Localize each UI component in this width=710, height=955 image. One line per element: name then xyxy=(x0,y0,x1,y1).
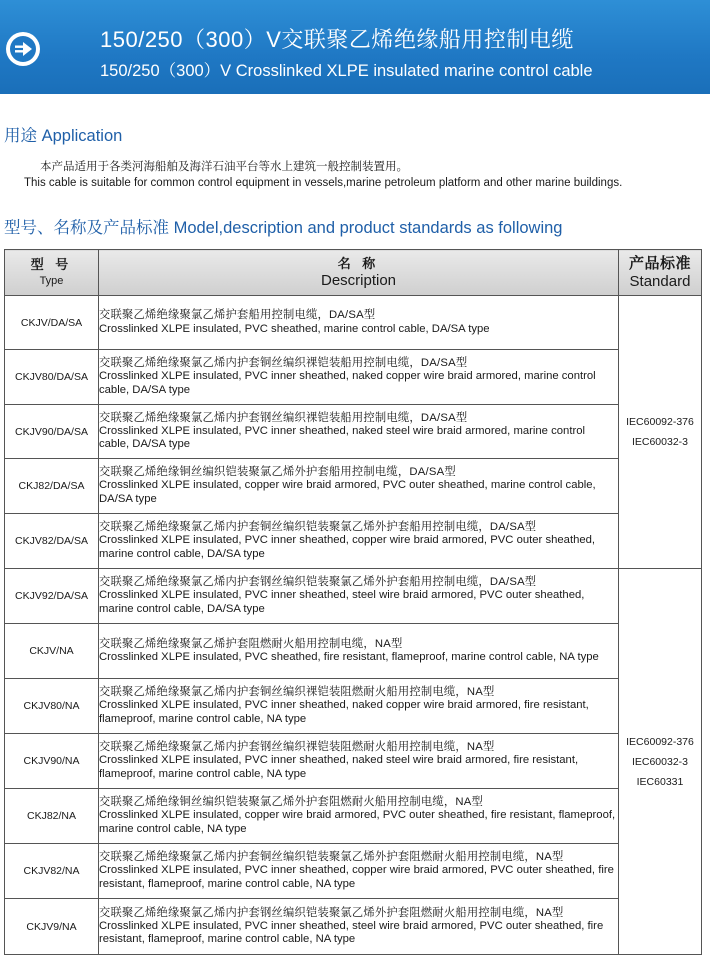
description-en: Crosslinked XLPE insulated, PVC inner sheathed, steel wire braid armored, PVC outer sheathed, fire resistant, flameproof, marine control cable, NA type xyxy=(99,919,604,946)
description-cell xyxy=(99,569,619,624)
standard-header-en: Standard xyxy=(629,272,691,290)
table-row xyxy=(5,569,702,624)
type-cell: CKJ82/NA xyxy=(5,789,99,844)
page-title-en: 150/250（300）V Crosslinked XLPE insulated marine control cable xyxy=(100,62,593,80)
table-row xyxy=(5,350,702,405)
table-row xyxy=(5,459,702,514)
description-cell xyxy=(99,350,619,405)
description-cell xyxy=(99,514,619,569)
description-cell xyxy=(99,679,619,734)
standard-header-cn: 产品标准 xyxy=(628,254,691,272)
description-header-cn: 名 称 xyxy=(337,255,380,271)
description-cn: 交联聚乙烯绝缘聚氯乙烯内护套钢丝编织铠装聚氯乙烯外护套阻燃耐火船用控制电缆，NA型 xyxy=(99,906,564,919)
description-en: Crosslinked XLPE insulated, PVC inner sheathed, naked steel wire braid armored, marine control cable, DA/SA type xyxy=(99,424,586,451)
description-cell xyxy=(99,734,619,789)
description-en: Crosslinked XLPE insulated, PVC inner sheathed, naked copper wire braid armored, fire resistant, flameproof, marine control cable, NA type xyxy=(99,699,589,725)
description-en: Crosslinked XLPE insulated, PVC inner sheathed, steel wire braid armored, PVC outer sheathed, marine control cable, DA/SA type xyxy=(99,589,585,615)
description-cell xyxy=(99,624,619,679)
description-cell xyxy=(99,405,619,459)
table-row xyxy=(5,405,702,459)
description-cn: 交联聚乙烯绝缘铜丝编织铠装聚氯乙烯外护套阻燃耐火船用控制电缆，NA型 xyxy=(99,796,483,809)
application-heading: 用途 Application xyxy=(4,127,123,145)
type-header-cn: 型 号 xyxy=(30,256,73,272)
header-banner xyxy=(0,0,710,94)
type-column-header xyxy=(5,250,99,296)
page-title-cn: 150/250（300）V交联聚乙烯绝缘船用控制电缆 xyxy=(100,27,574,52)
description-en: Crosslinked XLPE insulated, PVC inner sheathed, naked copper wire braid armored, marine control cable, DA/SA type xyxy=(99,370,596,396)
description-cn: 交联聚乙烯绝缘聚氯乙烯护套阻燃耐火船用控制电缆，NA型 xyxy=(99,637,403,650)
type-cell: CKJV9/NA xyxy=(5,899,99,955)
standard-cell xyxy=(619,296,702,569)
table-row xyxy=(5,734,702,789)
application-text-cn: 本产品适用于各类河海船舶及海洋石油平台等水上建筑一般控制装置用。 xyxy=(40,161,408,173)
description-header-en: Description xyxy=(320,271,397,289)
description-en: Crosslinked XLPE insulated, copper wire braid armored, PVC outer sheathed, fire resistant, flameproof, marine control cable, NA type xyxy=(99,809,616,835)
standard-code: IEC60331 xyxy=(636,775,684,788)
model-table xyxy=(4,249,702,955)
models-heading: 型号、名称及产品标准 Model,description and product standards as following xyxy=(4,219,563,237)
description-cell xyxy=(99,899,619,955)
description-cell xyxy=(99,789,619,844)
type-cell: CKJV82/DA/SA xyxy=(5,514,99,569)
table-row xyxy=(5,899,702,955)
table-header-row xyxy=(5,250,702,296)
table-row xyxy=(5,514,702,569)
description-en: Crosslinked XLPE insulated, PVC sheathed, marine control cable, DA/SA type xyxy=(99,322,490,335)
type-cell: CKJV80/NA xyxy=(5,679,99,734)
standard-code: IEC60092-376 xyxy=(626,735,694,748)
description-cn: 交联聚乙烯绝缘聚氯乙烯内护套钢丝编织铠装聚氯乙烯外护套船用控制电缆，DA/SA型 xyxy=(99,576,537,589)
standard-code: IEC60092-376 xyxy=(626,416,694,428)
description-cn: 交联聚乙烯绝缘聚氯乙烯内护套钢丝编织裸铠装船用控制电缆，DA/SA型 xyxy=(99,411,468,424)
description-cn: 交联聚乙烯绝缘聚氯乙烯内护套钢丝编织裸铠装阻燃耐火船用控制电缆，NA型 xyxy=(99,741,495,754)
description-cn: 交联聚乙烯绝缘聚氯乙烯内护套铜丝编织裸铠装船用控制电缆，DA/SA型 xyxy=(99,357,468,370)
standard-code: IEC60032-3 xyxy=(631,436,689,448)
type-cell: CKJ82/DA/SA xyxy=(5,459,99,514)
description-en: Crosslinked XLPE insulated, PVC inner sheathed, naked steel wire braid armored, fire resistant, flameproof, marine control cable, NA type xyxy=(99,754,579,780)
type-cell: CKJV90/DA/SA xyxy=(5,405,99,459)
description-column-header xyxy=(99,250,619,296)
type-cell: CKJV90/NA xyxy=(5,734,99,789)
description-cn: 交联聚乙烯绝缘聚氯乙烯内护套铜丝编织裸铠装阻燃耐火船用控制电缆，NA型 xyxy=(99,686,495,699)
description-cn: 交联聚乙烯绝缘聚氯乙烯内护套铜丝编织铠装聚氯乙烯外护套阻燃耐火船用控制电缆，NA型 xyxy=(99,851,564,864)
type-header-en: Type xyxy=(39,274,64,287)
type-cell: CKJV80/DA/SA xyxy=(5,350,99,405)
table-row xyxy=(5,296,702,350)
description-cn: 交联聚乙烯绝缘聚氯乙烯内护套铜丝编织铠装聚氯乙烯外护套船用控制电缆，DA/SA型 xyxy=(99,521,537,534)
type-cell: CKJV/DA/SA xyxy=(5,296,99,350)
description-en: Crosslinked XLPE insulated, PVC inner sheathed, copper wire braid armored, PVC outer sheathed, marine control cable, DA/SA type xyxy=(99,534,596,560)
description-en: Crosslinked XLPE insulated, PVC sheathed, fire resistant, flameproof, marine control cable, NA type xyxy=(99,651,599,663)
description-en: Crosslinked XLPE insulated, PVC inner sheathed, copper wire braid armored, PVC outer sheathed, fire resistant, flameproof, marine control cable, NA type xyxy=(99,864,614,890)
table-row xyxy=(5,679,702,734)
description-en: Crosslinked XLPE insulated, copper wire braid armored, PVC outer sheathed, marine control cable, DA/SA type xyxy=(99,479,596,505)
type-cell: CKJV82/NA xyxy=(5,844,99,899)
table-row xyxy=(5,789,702,844)
standard-column-header xyxy=(619,250,702,296)
type-cell: CKJV/NA xyxy=(5,624,99,679)
table-row xyxy=(5,844,702,899)
standard-code: IEC60032-3 xyxy=(631,755,689,768)
description-cell xyxy=(99,844,619,899)
description-cell xyxy=(99,296,619,350)
type-cell: CKJV92/DA/SA xyxy=(5,569,99,624)
description-cell xyxy=(99,459,619,514)
standard-cell xyxy=(619,569,702,955)
description-cn: 交联聚乙烯绝缘聚氯乙烯护套船用控制电缆，DA/SA型 xyxy=(99,309,376,322)
description-cn: 交联聚乙烯绝缘铜丝编织铠装聚氯乙烯外护套船用控制电缆，DA/SA型 xyxy=(99,466,456,479)
arrow-right-circle-icon xyxy=(6,32,40,66)
application-text-en: This cable is suitable for common control equipment in vessels,marine petroleum platform and other marine buildings. xyxy=(24,177,623,189)
table-row xyxy=(5,624,702,679)
